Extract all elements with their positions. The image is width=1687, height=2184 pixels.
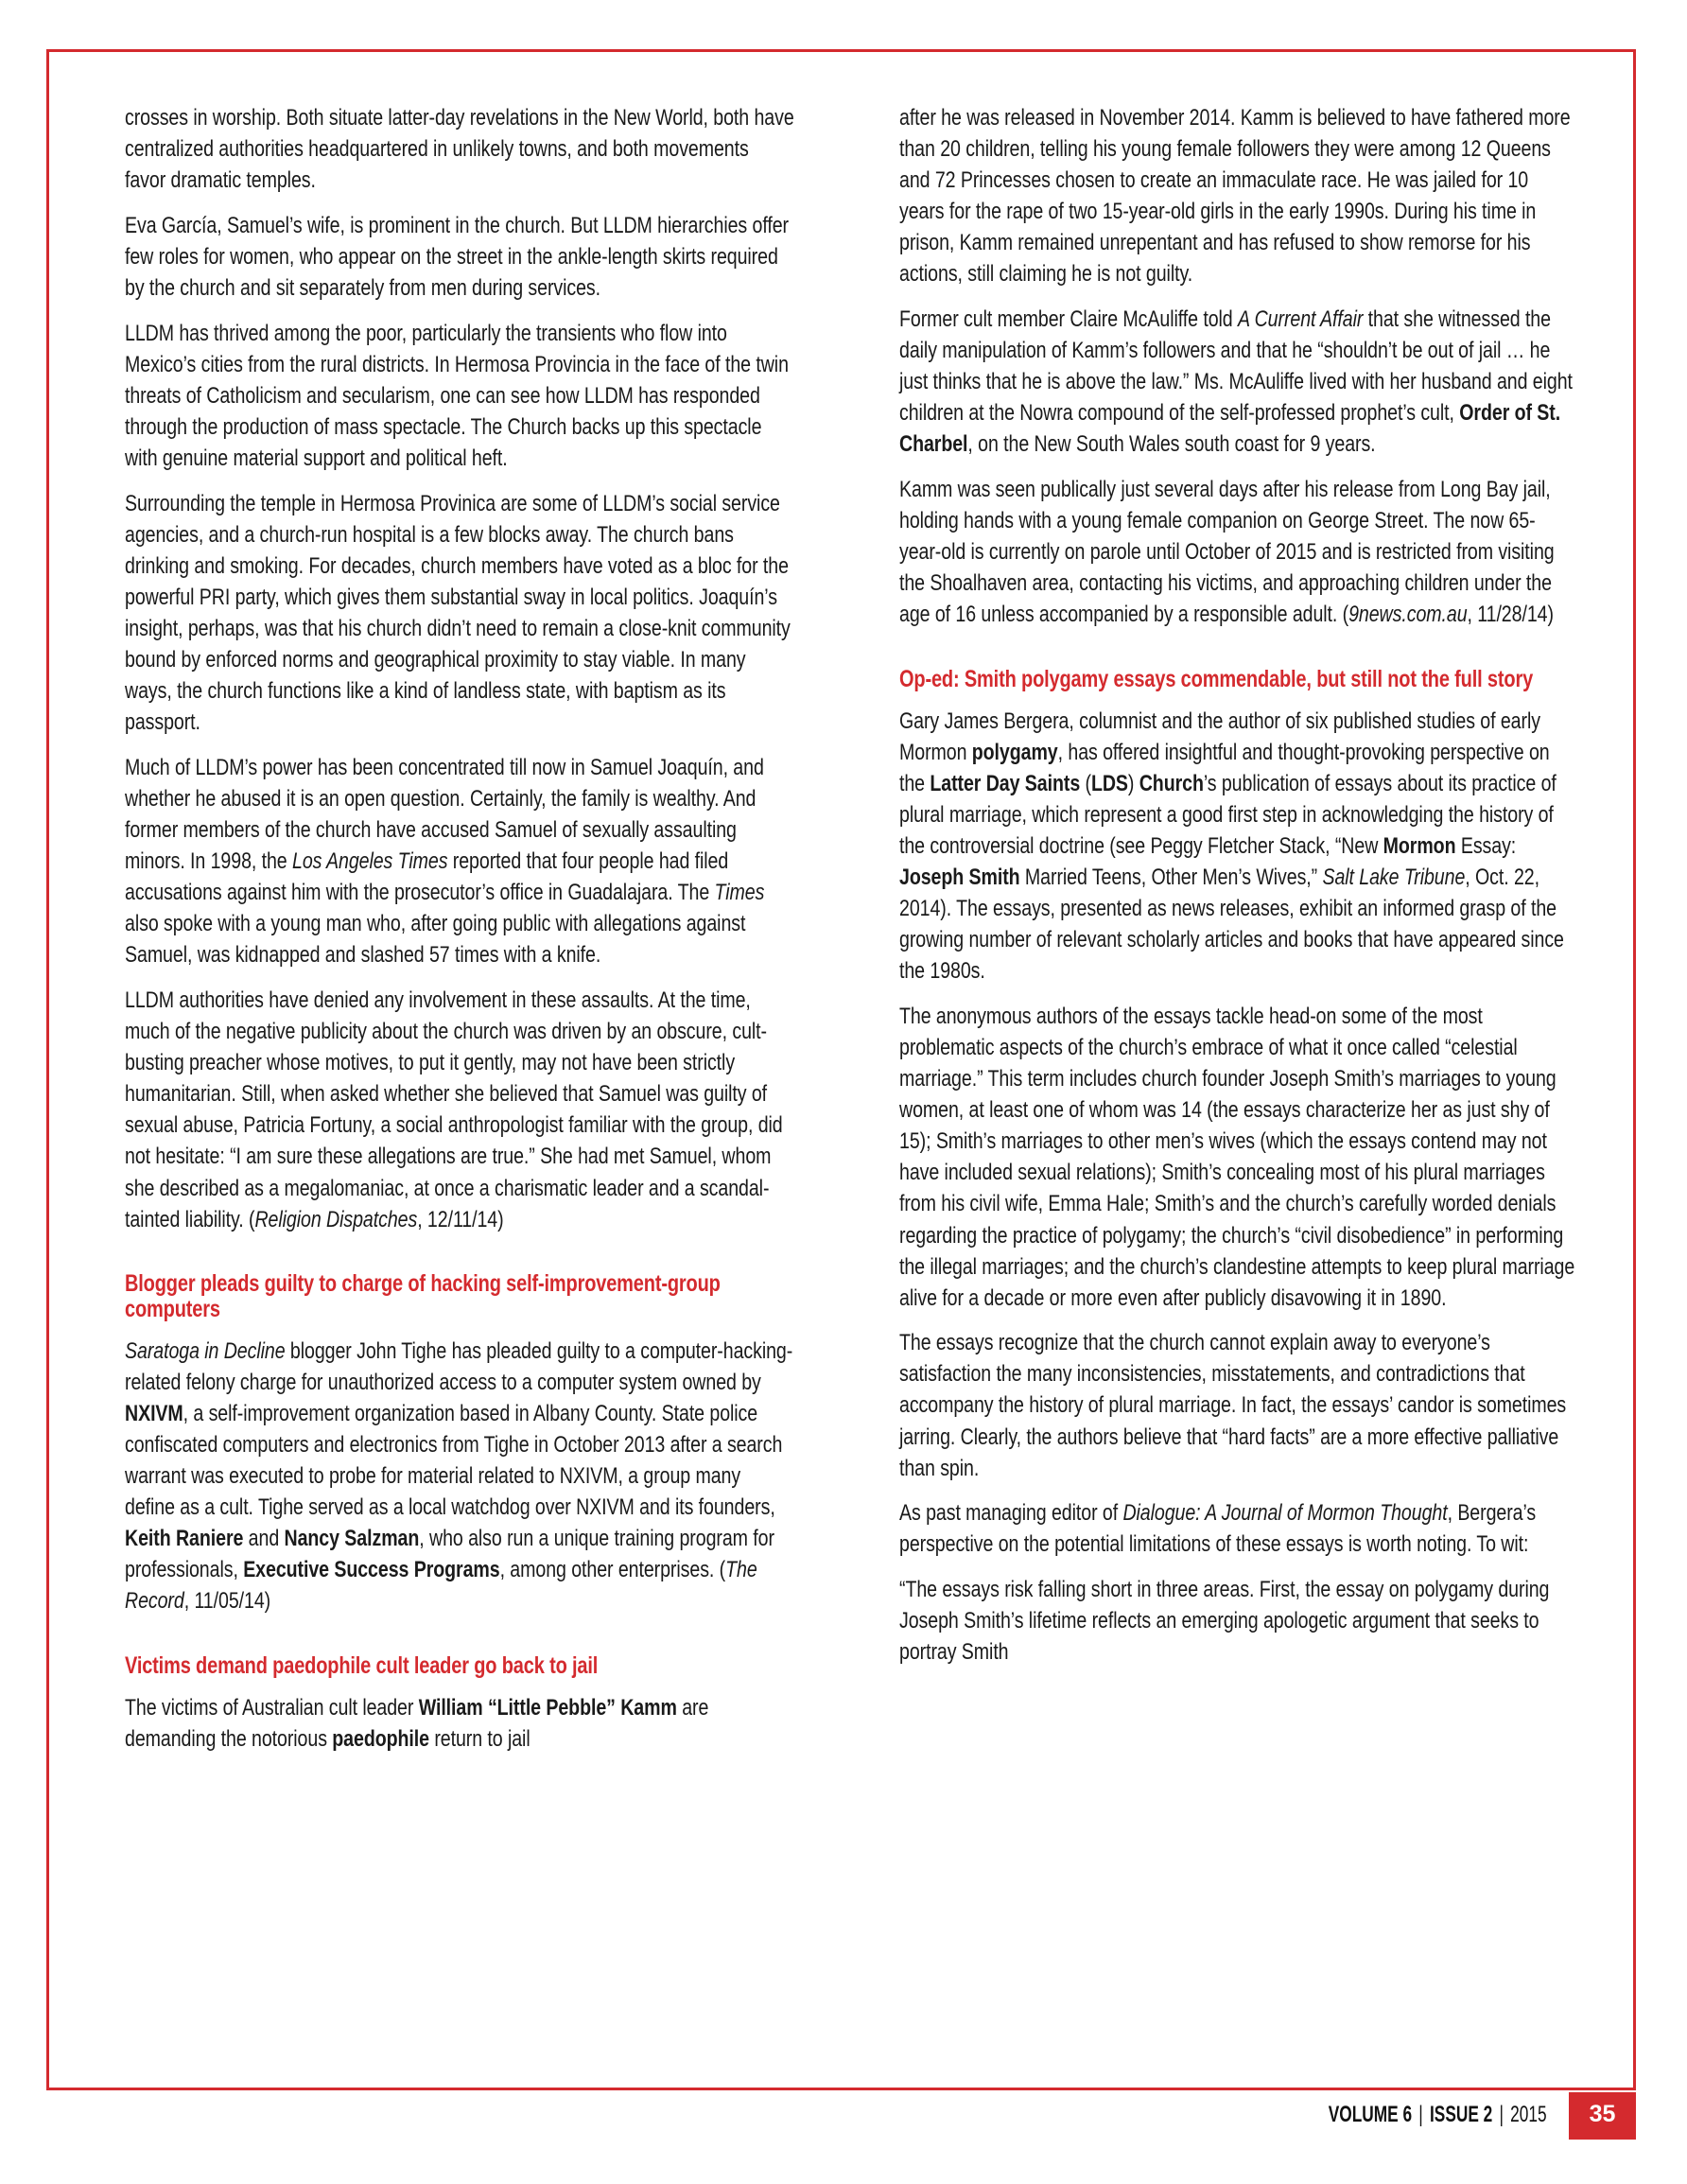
text-run: , among other enterprises. (	[499, 1557, 726, 1583]
text-run: , Oct. 22, 2014). The essays, presented as news releases, exhibit an informed grasp of the growing number of relevant scholarly articles and books that have appeared since the 1980s.	[899, 864, 1564, 985]
text-run: The victims of Australian cult leader	[125, 1694, 419, 1721]
body-paragraph	[899, 102, 1574, 290]
body-paragraph	[125, 210, 794, 304]
text-run: Much of LLDM’s power has been concentrated till now in Samuel Joaquín, and whether he abused it is an open question. Certainly, the family is wealthy. And former members of the church have accused Samuel of sexually assaulting minors. In 1998, the	[125, 754, 764, 875]
year-label: 2015	[1510, 2102, 1547, 2127]
bold-term: Mormon	[1383, 832, 1456, 859]
left-column	[125, 102, 794, 1768]
separator: |	[1499, 2102, 1504, 2127]
bold-term: Executive Success Programs	[243, 1557, 500, 1583]
text-run: LLDM authorities have denied any involvement in these assaults. At the time, much of the negative publicity about the church was driven by an obscure, cult-busting preacher whose motives, to put it gently, may not have been strictly humanitarian. Still, when asked whether she believed that Samuel was guilty of sexual abuse, Patricia Fortuny, a social anthropologist familiar with the group, did not hesitate: “I am sure these allegations are true.” She had met Samuel, whom she described as a megalomaniac, at once a charismatic leader and a scandal-tainted liability. (	[125, 987, 783, 1232]
text-run: , a self-improvement organization based in Albany County. State police confiscated computers and electronics from Tighe in October 2013 after a search warrant was executed to probe for material related to NXIVM, a group many define as a cult. Tighe served as a local watchdog over NXIVM and its founders,	[125, 1400, 783, 1521]
text-run: Surrounding the temple in Hermosa Provinica are some of LLDM’s social service agencies, and a church-run hospital is a few blocks away. The church bans drinking and smoking. For decades, church members have voted as a bloc for the powerful PRI party, which gives them substantial sway in local politics. Joaquín’s insight, perhaps, was that his church didn’t need to remain a close-knit community bound by enforced norms and geographical proximity to stay viable. In many ways, the church functions like a kind of landless state, with baptism as its passport.	[125, 490, 791, 736]
text-run: , who also run a unique training program for professionals,	[125, 1526, 774, 1583]
text-run: are demanding the notorious	[125, 1694, 709, 1752]
bold-term: Latter Day Saints	[930, 770, 1081, 796]
italic-title: A Current Affair	[1237, 306, 1364, 333]
text-run: , 12/11/14)	[417, 1206, 504, 1232]
separator: |	[1418, 2102, 1424, 2127]
text-run: , 11/05/14)	[183, 1588, 271, 1615]
text-run: (	[1080, 770, 1091, 796]
bold-term: NXIVM	[125, 1400, 183, 1426]
page-number: 35	[1569, 2092, 1636, 2140]
body-paragraph	[125, 318, 794, 474]
bold-term: Order of St. Charbel	[899, 400, 1561, 458]
bold-term: paedophile	[332, 1725, 429, 1752]
issue-label: ISSUE 2	[1430, 2102, 1493, 2127]
section-heading: Blogger pleads guilty to charge of hacking self-improvement-group computers	[125, 1269, 721, 1322]
body-paragraph	[899, 1574, 1574, 1668]
italic-title: Los Angeles Times	[292, 848, 448, 875]
text-run: also spoke with a young man who, after going public with allegations against Samuel, was kidnapped and slashed 57 times with a knife.	[125, 911, 746, 969]
text-run: crosses in worship. Both situate latter-day revelations in the New World, both have centralized authorities headquartered in unlikely towns, and both movements favor dramatic temples.	[125, 105, 794, 194]
text-run: , 11/28/14)	[1467, 602, 1554, 628]
italic-title: Saratoga in Decline	[125, 1337, 286, 1364]
text-run: Married Teens, Other Men’s Wives,”	[1019, 864, 1323, 890]
text-run: Eva García, Samuel’s wife, is prominent in the church. But LLDM hierarchies offer few roles for women, who appear on the street in the ankle-length skirts required by the church and sit separately from men during services.	[125, 212, 789, 301]
bold-term: LDS	[1090, 770, 1128, 796]
issue-info	[1329, 2102, 1547, 2128]
italic-title: The Record	[125, 1557, 757, 1615]
bold-term: Keith Raniere	[125, 1526, 244, 1552]
body-paragraph	[899, 1497, 1574, 1560]
body-paragraph	[125, 488, 794, 739]
text-run: , on the New South Wales south coast for 9 years.	[967, 431, 1376, 458]
body-paragraph	[125, 985, 794, 1235]
body-paragraph	[899, 474, 1574, 630]
text-run: and	[243, 1526, 285, 1552]
bold-term: Joseph Smith	[899, 864, 1020, 890]
body-paragraph	[125, 1336, 794, 1617]
italic-title: Dialogue: A Journal of Mormon Thought	[1122, 1500, 1448, 1527]
bold-term: William “Little Pebble” Kamm	[418, 1694, 677, 1721]
text-run: reported that four people had filed accusations against him with the prosecutor’s office in Guadalajara. The	[125, 848, 729, 906]
text-run: after he was released in November 2014. Kamm is believed to have fathered more than 20 children, telling his young female followers they were among 12 Queens and 72 Princesses chosen to create an immaculate race. He was jailed for 10 years for the rape of two 15-year-old girls in the early 1990s. During his time in prison, Kamm remained unrepentant and has refused to show remorse for his actions, still claiming he is not guilty.	[899, 105, 1571, 288]
italic-title: Salt Lake Tribune	[1322, 864, 1466, 890]
text-run: , has offered insightful and thought-provoking perspective on the	[899, 739, 1550, 796]
body-paragraph	[899, 1327, 1574, 1483]
body-paragraph	[899, 706, 1574, 987]
text-run: Former cult member Claire McAuliffe told	[899, 306, 1238, 333]
text-run: The anonymous authors of the essays tackle head-on some of the most problematic aspects of the church’s embrace of what it once called “celestial marriage.” This term includes church founder Joseph Smith’s marriages to young women, at least one of whom was 14 (the essays characterize her as just shy of 15); Smith’s marriages to other men’s wives (which the essays contend may not have included sexual relations); Smith’s concealing most of his plural marriages from his civil wife, Emma Hale; Smith’s and the church’s carefully worded denials regarding the practice of polygamy; the church’s “civil disobedience” in performing the illegal marriages; and the church’s clandestine attempts to keep plural marriage alive for a decade or more even after publicly disavowing it in 1890.	[899, 1003, 1575, 1311]
right-column	[899, 102, 1574, 1682]
body-paragraph	[125, 102, 794, 196]
bold-term: Nancy Salzman	[284, 1526, 420, 1552]
volume-label: VOLUME 6	[1329, 2102, 1413, 2127]
section-heading: Op-ed: Smith polygamy essays commendable, but still not the full story	[899, 665, 1534, 692]
text-run: blogger John Tighe has pleaded guilty to a computer-hacking-related felony charge for unauthorized access to a computer system owned by	[125, 1337, 793, 1395]
text-run: )	[1127, 770, 1139, 796]
page-footer	[0, 2092, 1687, 2140]
text-run: that she witnessed the daily manipulation of Kamm’s followers and that he “shouldn’t be out of jail … he just thinks that he is above the law.” Ms. McAuliffe lived with her husband and eight children at the Nowra compound of the self-professed prophet’s cult,	[899, 306, 1573, 427]
text-run: Kamm was seen publically just several days after his release from Long Bay jail, holding hands with a young female companion on George Street. The now 65-year-old is currently on parole until October of 2015 and is restricted from visiting the Shoalhaven area, contacting his victims, and approaching children under the age of 16 unless accompanied by a responsible adult. (	[899, 477, 1555, 628]
text-run: Gary James Bergera, columnist and the author of six published studies of early Mormon	[899, 708, 1540, 765]
text-run: LLDM has thrived among the poor, particularly the transients who flow into Mexico’s cities from the rural districts. In Hermosa Provincia in the face of the twin threats of Catholicism and secularism, one can see how LLDM has responded through the production of mass spectacle. The Church backs up this spectacle with genuine material support and political heft.	[125, 320, 789, 471]
italic-title: Religion Dispatches	[254, 1206, 418, 1232]
text-run: The essays recognize that the church cannot explain away to everyone’s satisfaction the many inconsistencies, misstatements, and contradictions that accompany the history of plural marriage. In fact, the essays’ candor is sometimes jarring. Clearly, the authors believe that “hard facts” are a more effective palliative than spin.	[899, 1330, 1567, 1481]
text-run: ’s publication of essays about its practice of plural marriage, which represent a good first step in acknowledging the history of the controversial doctrine (see Peggy Fletcher Stack, “New	[899, 770, 1557, 859]
body-paragraph	[899, 1001, 1574, 1314]
text-run: return to jail	[428, 1725, 530, 1752]
text-run: , Bergera’s perspective on the potential limitations of these essays is worth noting. To wit:	[899, 1500, 1537, 1558]
text-run: “The essays risk falling short in three areas. First, the essay on polygamy during Joseph Smith’s lifetime reflects an emerging apologetic argument that seeks to portray Smith	[899, 1576, 1550, 1666]
body-paragraph	[125, 1692, 794, 1755]
body-paragraph	[899, 304, 1574, 460]
bold-term: Church	[1139, 770, 1204, 796]
italic-title: 9news.com.au	[1348, 602, 1468, 628]
text-run: Essay:	[1455, 832, 1517, 859]
text-run: As past managing editor of	[899, 1500, 1123, 1527]
bold-term: polygamy	[971, 739, 1058, 765]
italic-title: Times	[714, 880, 765, 906]
body-paragraph	[125, 752, 794, 971]
section-heading: Victims demand paedophile cult leader go back to jail	[125, 1651, 599, 1679]
